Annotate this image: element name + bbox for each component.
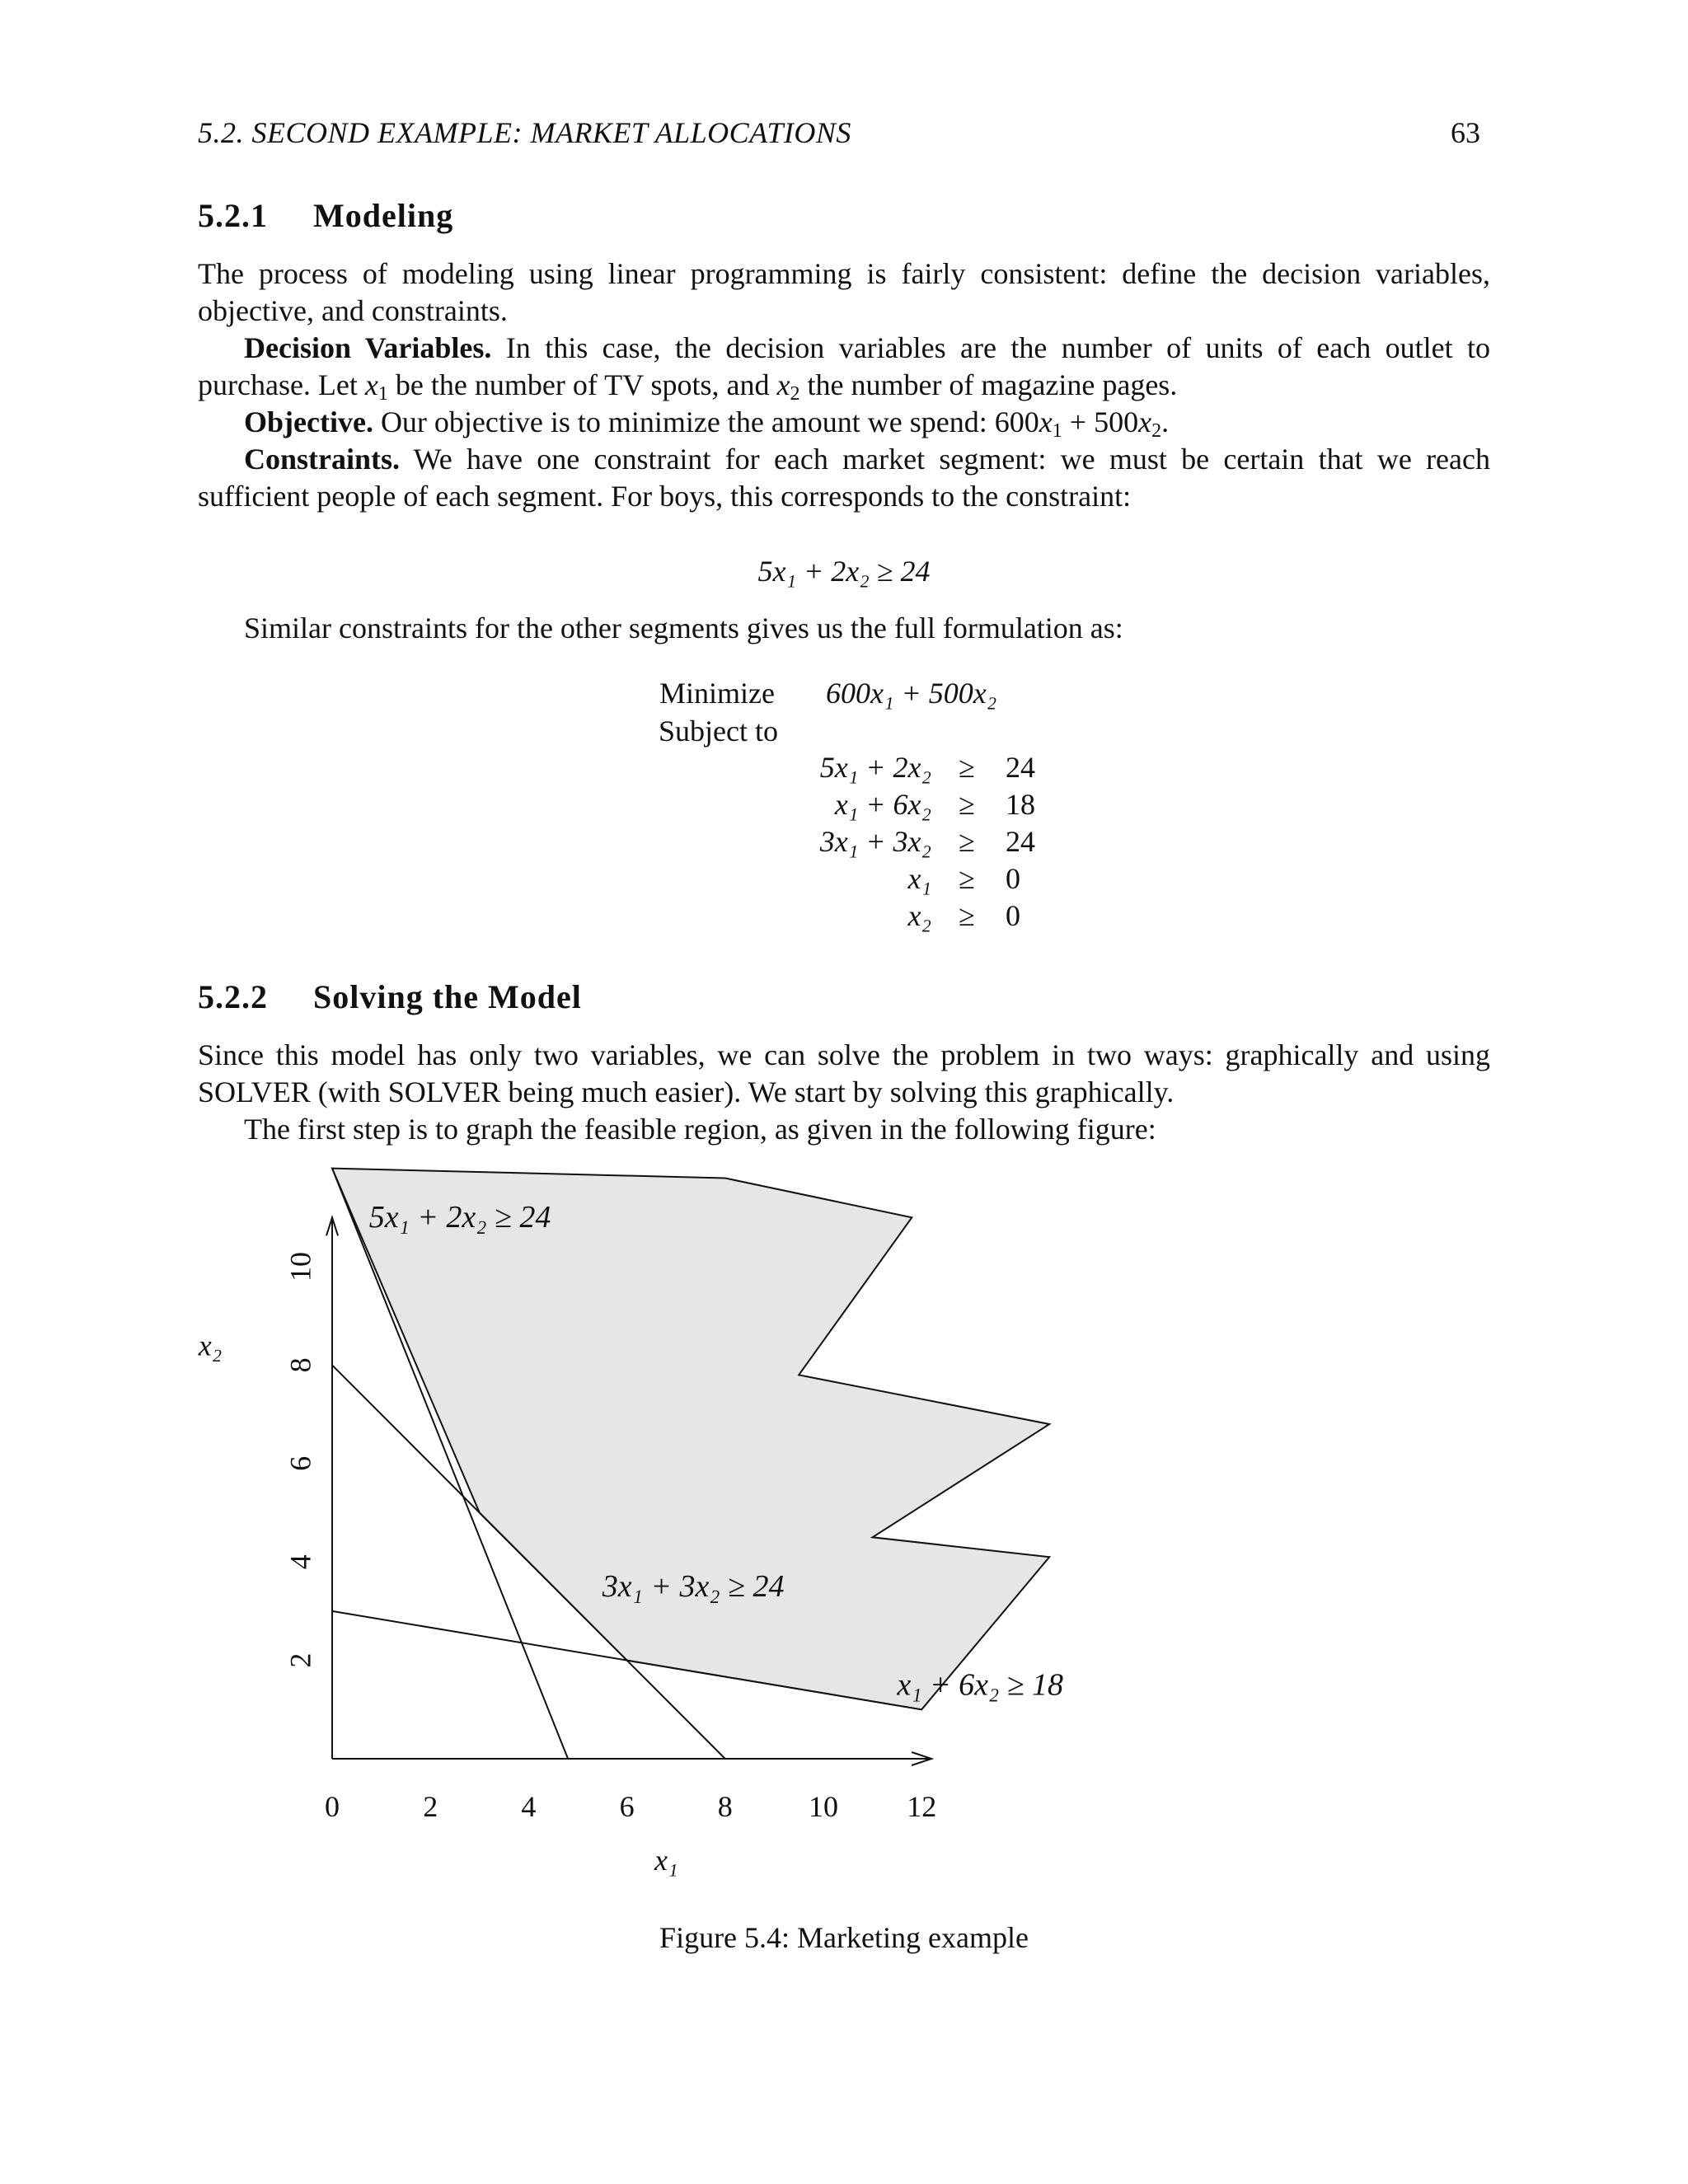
constraint-op: ≥ bbox=[959, 751, 975, 784]
obj-text: Our objective is to minimize the amount we spend: bbox=[373, 405, 995, 438]
similar-constraints-paragraph: Similar constraints for the other segments gives us the full formulation as: bbox=[244, 612, 1123, 644]
con-label: Constraints. bbox=[244, 443, 401, 476]
section-title: Modeling bbox=[313, 197, 454, 234]
y-tick-label: 2 bbox=[284, 1652, 317, 1668]
constraint-op: ≥ bbox=[959, 862, 975, 895]
constraint-rhs: 0 bbox=[1006, 862, 1020, 895]
x-axis-label: x₁ bbox=[654, 1844, 678, 1877]
constraint-label-3: 3x₁ + 3x₂ ≥ 24 bbox=[602, 1568, 785, 1604]
sub-2: 2 bbox=[1151, 420, 1162, 442]
sub-1: 1 bbox=[1052, 420, 1062, 442]
page-number: 63 bbox=[1451, 116, 1480, 149]
constraint-rhs: 24 bbox=[1006, 751, 1035, 784]
var-x2: x bbox=[1138, 405, 1152, 438]
x-tick-label: 2 bbox=[423, 1790, 438, 1823]
constraint-op: ≥ bbox=[959, 788, 975, 821]
x-tick-label: 6 bbox=[619, 1790, 635, 1823]
objective-paragraph bbox=[198, 404, 1490, 441]
section-number: 5.2.2 bbox=[198, 978, 268, 1015]
solving-paragraph-1: Since this model has only two variables, we can solve the problem in two ways: graphically and using SOLVER (with SOLVER being much easier). We start by solving this graphically. bbox=[198, 1038, 1490, 1108]
obj-end: . bbox=[1161, 405, 1170, 438]
var-x1: x bbox=[364, 368, 378, 401]
dv-text: be the number of TV spots, and bbox=[387, 368, 777, 401]
minimize-label: Minimize bbox=[659, 677, 775, 710]
figure-caption: Figure 5.4: Marketing example bbox=[659, 1921, 1029, 1954]
section-heading-solving bbox=[198, 977, 582, 1016]
display-equation: 5x₁ + 2x₂ ≥ 24 bbox=[757, 555, 931, 588]
constraint-op: ≥ bbox=[959, 825, 975, 858]
constraint-rhs: 18 bbox=[1006, 788, 1035, 821]
feasible-region-chart bbox=[0, 1154, 1688, 1879]
constraint-label-2: x₁ + 6x₂ ≥ 18 bbox=[897, 1667, 1064, 1703]
dv-text: the number of magazine pages. bbox=[799, 368, 1178, 401]
y-tick-label: 4 bbox=[284, 1554, 317, 1570]
constraints-paragraph bbox=[198, 441, 1490, 515]
dv-text: In this case, the decision variables are the number of units of each outlet to purchase. Let bbox=[198, 331, 1490, 401]
constraint-label-1: 5x₁ + 2x₂ ≥ 24 bbox=[368, 1200, 551, 1235]
var-x2: x bbox=[776, 368, 790, 401]
constraint-lhs: 5x₁ + 2x₂ bbox=[819, 751, 931, 784]
x-tick-label: 10 bbox=[809, 1790, 838, 1823]
section-title: Solving the Model bbox=[313, 978, 582, 1015]
section-number: 5.2.1 bbox=[198, 197, 268, 234]
running-title: 5.2. SECOND EXAMPLE: MARKET ALLOCATIONS bbox=[198, 116, 851, 149]
subject-to-label: Subject to bbox=[659, 715, 778, 748]
x-tick-label: 8 bbox=[717, 1790, 733, 1823]
sub-2: 2 bbox=[790, 383, 800, 405]
x-tick-label: 0 bbox=[325, 1790, 340, 1823]
var-x1: x bbox=[1039, 405, 1053, 438]
constraint-rhs: 0 bbox=[1006, 899, 1020, 932]
solving-paragraph-2: The first step is to graph the feasible region, as given in the following figure: bbox=[244, 1113, 1156, 1146]
constraint-lhs: x₂ bbox=[907, 899, 931, 932]
sub-1: 1 bbox=[377, 383, 388, 405]
dv-label: Decision Variables. bbox=[244, 331, 492, 364]
intro-paragraph: The process of modeling using linear programming is fairly consistent: define the decision variables, objective, and constraints. bbox=[198, 257, 1490, 327]
objective-expression: 600x₁ + 500x₂ bbox=[826, 677, 997, 710]
y-tick-label: 10 bbox=[284, 1252, 317, 1282]
con-text: We have one constraint for each market segment: we must be certain that we reach sufficient people of each segment. For boys, this corresponds to the constraint: bbox=[198, 443, 1490, 513]
constraint-lhs: x₁ bbox=[907, 862, 931, 895]
x-tick-label: 12 bbox=[907, 1790, 937, 1823]
obj-label: Objective. bbox=[244, 405, 373, 438]
obj-coef-a: 600 bbox=[994, 405, 1039, 438]
x-tick-label: 4 bbox=[521, 1790, 537, 1823]
constraint-rhs: 24 bbox=[1006, 825, 1035, 858]
constraint-lhs: x₁ + 6x₂ bbox=[834, 788, 931, 821]
constraint-op: ≥ bbox=[959, 899, 975, 932]
y-tick-label: 6 bbox=[284, 1455, 317, 1471]
y-tick-label: 8 bbox=[284, 1357, 317, 1373]
obj-coef-b: + 500 bbox=[1062, 405, 1139, 438]
constraint-lhs: 3x₁ + 3x₂ bbox=[819, 825, 931, 858]
section-heading-modeling bbox=[198, 196, 453, 235]
decision-variables-paragraph bbox=[198, 330, 1490, 404]
y-axis-label: x₂ bbox=[198, 1329, 223, 1362]
